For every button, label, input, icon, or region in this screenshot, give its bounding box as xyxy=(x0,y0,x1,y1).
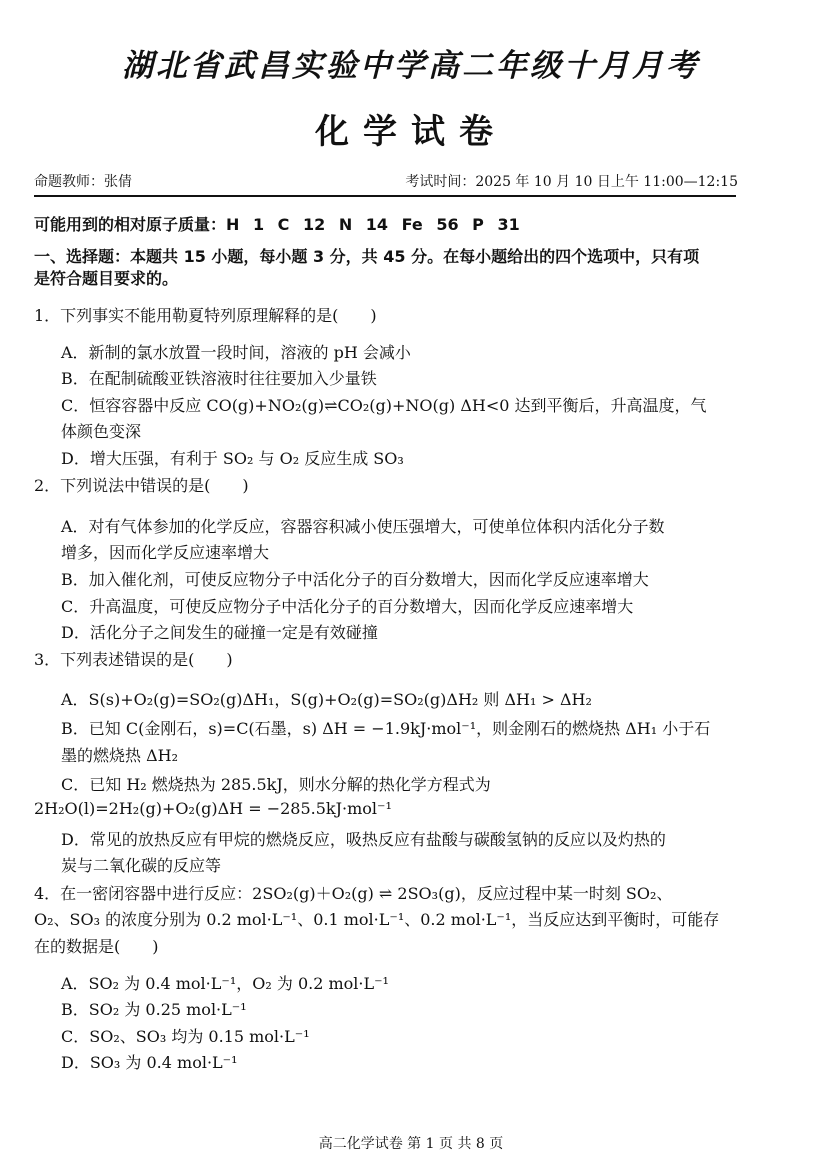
question-2-stem: 2．下列说法中错误的是( ) xyxy=(34,476,249,495)
question-2-option-b: B．加入催化剂，可使反应物分子中活化分子的百分数增大，因而化学反应速率增大 xyxy=(61,570,649,589)
question-4-option-d: D．SO₃ 为 0.4 mol·L⁻¹ xyxy=(61,1053,238,1072)
section-heading xyxy=(34,246,734,290)
question-4-stem: 4．在一密闭容器中进行反应：2SO₂(g)＋O₂(g) ⇌ 2SO₃(g)，反应过程中某一时刻 SO₂、 xyxy=(34,884,673,903)
page-footer: 高二化学试卷 第 1 页 共 8 页 xyxy=(318,1136,504,1152)
question-2-option-d: D．活化分子之间发生的碰撞一定是有效碰撞 xyxy=(61,623,378,642)
question-1-option-b: B．在配制硫酸亚铁溶液时往往要加入少量铁 xyxy=(61,369,377,388)
question-3-option-c: C．已知 H₂ 燃烧热为 285.5kJ，则水分解的热化学方程式为 xyxy=(61,775,491,794)
question-1-option-c-cont: 体颜色变深 xyxy=(61,422,142,441)
question-1-stem: 1．下列事实不能用勒夏特列原理解释的是( ) xyxy=(34,306,377,325)
question-1-option-c: C．恒容容器中反应 CO(g)+NO₂(g)⇌CO₂(g)+NO(g) ΔH<0 达到平衡后，升高温度，气 xyxy=(61,396,707,415)
question-3-stem: 3．下列表述错误的是( ) xyxy=(34,650,233,669)
exam-time-line: 考试时间：2025 年 10 月 10 日上午 11:00—12:15 xyxy=(405,174,738,190)
subject-title: 化学试卷 xyxy=(315,112,507,152)
question-1-option-a: A．新制的氯水放置一段时间，溶液的 pH 会减小 xyxy=(61,343,411,362)
question-2-option-a-cont: 增多，因而化学反应速率增大 xyxy=(61,543,270,562)
question-4-option-c: C．SO₂、SO₃ 均为 0.15 mol·L⁻¹ xyxy=(61,1027,310,1046)
question-2-option-a: A．对有气体参加的化学反应，容器容积减小使压强增大，可使单位体积内活化分子数 xyxy=(61,517,665,536)
question-4-stem-cont2: 在的数据是( ) xyxy=(34,937,159,956)
section-heading-line1: 一、选择题：本题共 15 小题，每小题 3 分，共 45 分。在每小题给出的四个选项中，只有项 xyxy=(34,247,700,266)
atomic-masses: 可能用到的相对原子质量：H 1 C 12 N 14 Fe 56 P 31 xyxy=(34,215,520,234)
question-3-option-d: D．常见的放热反应有甲烷的燃烧反应，吸热反应有盐酸与碳酸氢钠的反应以及灼热的 xyxy=(61,830,666,849)
question-4-option-b: B．SO₂ 为 0.25 mol·L⁻¹ xyxy=(61,1000,247,1019)
header-divider xyxy=(34,195,736,197)
section-heading-line2: 是符合题目要求的。 xyxy=(34,269,179,288)
question-3-option-b-cont: 墨的燃烧热 ΔH₂ xyxy=(61,746,179,765)
question-4-stem-cont1: O₂、SO₃ 的浓度分别为 0.2 mol·L⁻¹、0.1 mol·L⁻¹、0.2 mol·L⁻¹，当反应达到平衡时，可能存 xyxy=(34,910,720,929)
question-4-option-a: A．SO₂ 为 0.4 mol·L⁻¹，O₂ 为 0.2 mol·L⁻¹ xyxy=(61,974,389,993)
question-3-option-a: A．S(s)+O₂(g)=SO₂(g)ΔH₁，S(g)+O₂(g)=SO₂(g)ΔH₂ 则 ΔH₁ > ΔH₂ xyxy=(61,690,592,709)
author-line: 命题教师：张倩 xyxy=(34,174,132,190)
question-1-option-d: D．增大压强，有利于 SO₂ 与 O₂ 反应生成 SO₃ xyxy=(61,449,404,468)
question-2-option-c: C．升高温度，可使反应物分子中活化分子的百分数增大，因而化学反应速率增大 xyxy=(61,597,634,616)
school-title: 湖北省武昌实验中学高二年级十月月考 xyxy=(122,48,700,84)
question-3-option-c-equation: 2H₂O(l)=2H₂(g)+O₂(g)ΔH = −285.5kJ·mol⁻¹ xyxy=(34,799,392,818)
question-3-option-d-cont: 炭与二氧化碳的反应等 xyxy=(61,856,222,875)
question-3-option-b: B．已知 C(金刚石，s)=C(石墨，s) ΔH = −1.9kJ·mol⁻¹，则金刚石的燃烧热 ΔH₁ 小于石 xyxy=(61,719,711,738)
